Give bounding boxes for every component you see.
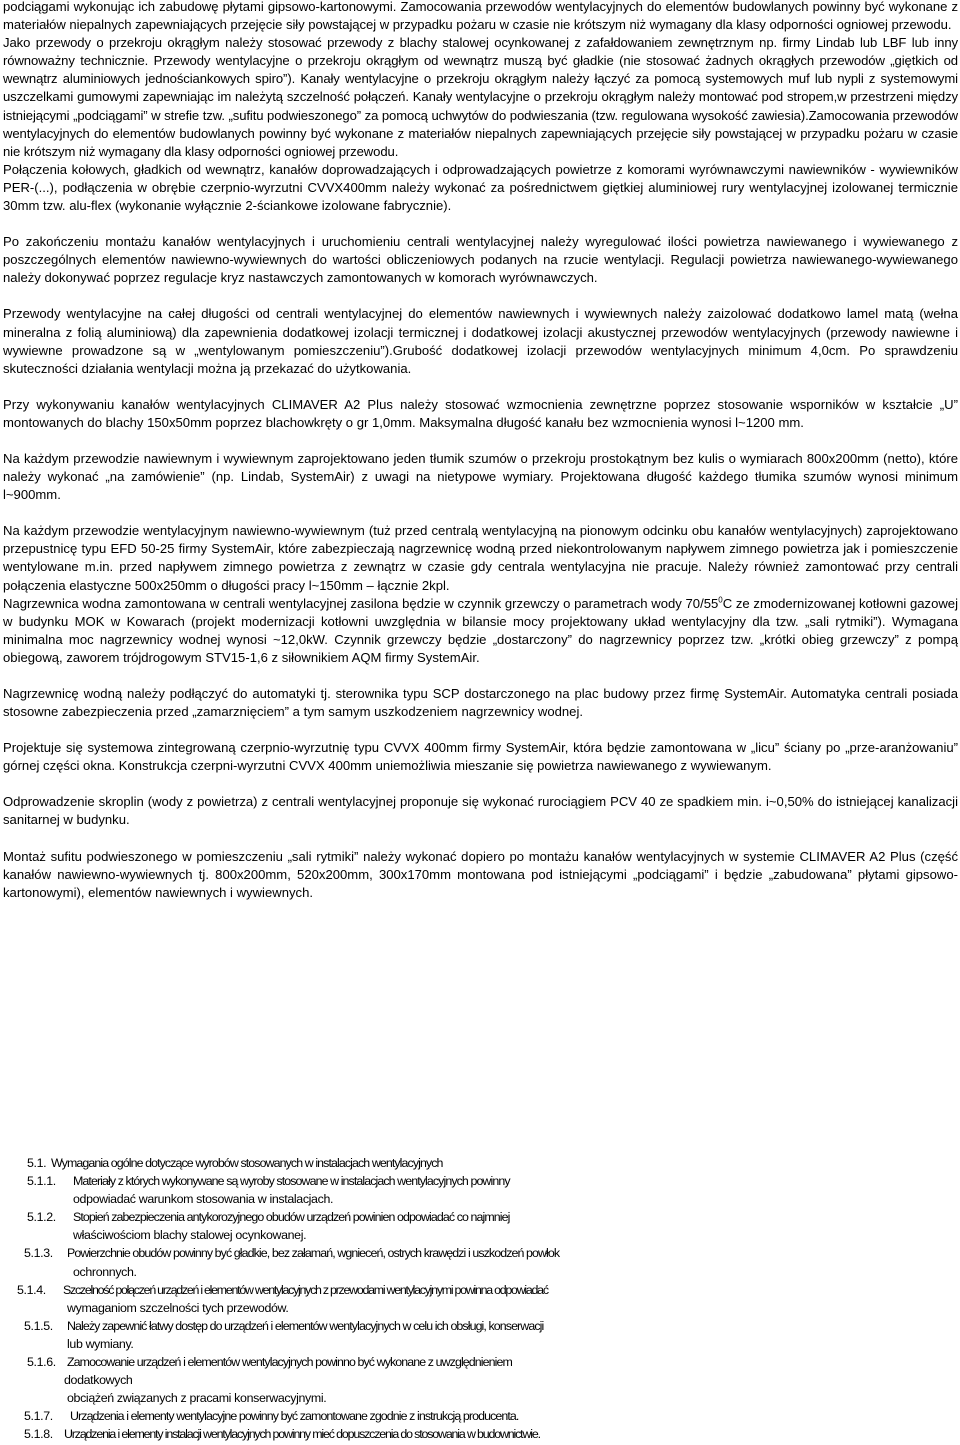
- item-number: 5.1.3.: [24, 1246, 53, 1261]
- item-text: Zamocowanie urządzeń i elementów wentylacyjnych powinno być wykonane z uwzględnieniem: [67, 1355, 512, 1370]
- item-text: Urządzenia i elementy instalacji wentylacyjnych powinny mieć dopuszczenia do stosowania w budownictwie.: [64, 1427, 540, 1442]
- list-item-continuation: [0, 1336, 955, 1354]
- list-item-continuation: [0, 1264, 955, 1282]
- paragraph: podciągami wykonując ich zabudowę płytami gipsowo-kartonowymi. Zamocowania przewodów wentylacyjnych do elementów budowlanych powinny być wykonane z materiałów niepalnych zapewniających przejęcie siły powstającej w przypadku pożaru w czasie nie krótszym niż wymagany dla klasy odporności ogniowej przewodu.: [3, 0, 958, 33]
- paragraph: Po zakończeniu montażu kanałów wentylacyjnych i uruchomieniu centrali wentylacyjnej należy wyregulować ilości powietrza nawiewanego i wywiewanego z poszczególnych elementów nawiewno-wywiewnych do wartości obliczeniowych podanych na rzucie wentylacji. Regulacji powietrza nawiewanego-wywiewanego należy dokonywać poprzez regulacje kryz nastawczych zamontowanych w komorach wyrównawczych.: [3, 234, 958, 286]
- item-text-continuation: wymaganiom szczelności tych przewodów.: [67, 1300, 289, 1315]
- item-number: 5.1.5.: [24, 1318, 53, 1333]
- list-item: [0, 1282, 955, 1300]
- list-item: [0, 1426, 955, 1444]
- list-item: [0, 1354, 955, 1372]
- list-item: [0, 1318, 955, 1336]
- paragraph: Projektuje się systemowa zintegrowaną czerpnio-wyrzutnię typu CVVX 400mm firmy SystemAir, która będzie zamontowana w „licu” ściany po „prze-aranżowaniu” górnej części okna. Konstrukcja czerpni-wyrzutni CVVX 400mm uniemożliwia mieszanie się powietrza nawiewanego z wywiewanym.: [3, 740, 958, 774]
- paragraph: Nagrzewnicę wodną należy podłączyć do automatyki tj. sterownika typu SCP dostarczonego na plac budowy przez firmę SystemAir. Automatyka centrali posiada stosowne zabezpieczenia przed „zamarznięciem” a tym samym uszkodzeniem nagrzewnicy wodnej.: [3, 686, 958, 720]
- item-text-continuation: lub wymiany.: [67, 1336, 134, 1351]
- list-item-continuation: [0, 1227, 955, 1245]
- item-text: Szczelność połączeń urządzeń i elementów wentylacyjnych z przewodami wentylacyjnymi powinna odpowiadać: [63, 1282, 548, 1297]
- item-text: Powierzchnie obudów powinny być gładkie, bez załamań, wgnieceń, ostrych krawędzi i uszkodzeń powłok: [67, 1246, 560, 1261]
- list-item-continuation: [0, 1372, 955, 1390]
- item-text-continuation: właściwościom blachy stalowej ocynkowanej.: [73, 1228, 307, 1243]
- item-number: 5.1.8.: [24, 1427, 53, 1442]
- item-number: 5.1.: [27, 1156, 47, 1170]
- list-item-continuation: [0, 1300, 955, 1318]
- list-item: [0, 1155, 955, 1173]
- list-item-continuation: [0, 1191, 955, 1209]
- item-text-continuation: obciążeń związanych z pracami konserwacyjnymi.: [67, 1391, 327, 1406]
- item-number: 5.1.7.: [24, 1409, 53, 1424]
- item-number: 5.1.4.: [17, 1282, 46, 1297]
- paragraph: Na każdym przewodzie nawiewnym i wywiewnym zaprojektowano jeden tłumik szumów o przekroju prostokątnym bez kulis o wymiarach 800x200mm (netto), które należy wykonać „na zamówienie” (np. Lindab, SystemAir) z uwagi na nietypowe wymiary. Projektowana długość każdego tłumika szumów wynosi minimum l~900mm.: [3, 450, 958, 503]
- requirements-list: [0, 1141, 955, 1442]
- item-text-continuation: dodatkowych: [64, 1373, 133, 1388]
- item-text: Stopień zabezpieczenia antykorozyjnego obudów urządzeń powinien odpowiadać co najmniej: [73, 1210, 510, 1225]
- item-text-continuation: ochronnych.: [73, 1264, 137, 1279]
- body-text: [3, 0, 958, 902]
- paragraph: Przy wykonywaniu kanałów wentylacyjnych CLIMAVER A2 Plus należy stosować wzmocnienia zewnętrzne poprzez stosowanie wsporników w kształcie „U” montowanych do blachy 150x50mm poprzez blachowkręty o gr 1,0mm. Maksymalna długość kanału bez wzmocnienia wynosi l~1200 mm.: [3, 396, 958, 430]
- paragraph: Montaż sufitu podwieszonego w pomieszczeniu „sali rytmiki” należy wykonać dopiero po montażu kanałów wentylacyjnych w systemie CLIMAVER A2 Plus (część kanałów nawiewno-wywiewnych tj. 800x200mm, 520x200mm, 300x170mm montowana pod istniejącymi „podciągami” i będzie „zabudowana” płytami gipsowo-kartonowymi), elementów nawiewnych i wywiewnych.: [3, 848, 958, 900]
- item-text-continuation: odpowiadać warunkom stosowania w instalacjach.: [73, 1192, 334, 1207]
- list-item-continuation: [0, 1390, 955, 1408]
- paragraph: [3, 595, 958, 667]
- item-number: 5.1.2.: [27, 1210, 56, 1225]
- list-item: [0, 1173, 955, 1191]
- paragraph: Połączenia kołowych, gładkich od wewnątrz, kanałów doprowadzających i odprowadzających powietrze z komorami wyrównawczymi nawiewników - wywiewników PER-(...), podłączenia w obrębie czerpnio-wyrzutni CVVX400mm należy wykonać za pośrednictwem giętkiej aluminiowej rury wentylacyjnej izolowanej termicznie 30mm tzw. alu-flex (wykonanie wyłącznie 2-ściankowe izolowane fabrycznie).: [3, 161, 958, 214]
- item-number: 5.1.1.: [27, 1174, 56, 1189]
- paragraph-part: Nagrzewnica wodna zamontowana w centrali wentylacyjnej zasilona będzie w czynnik grzewczy o parametrach wody 70/55: [3, 595, 719, 611]
- item-text: Urządzenia i elementy wentylacyjne powinny być zamontowane zgodnie z instrukcją producenta.: [70, 1409, 519, 1424]
- item-text: Materiały z których wykonywane są wyroby stosowane w instalacjach wentylacyjnych powinny: [73, 1174, 510, 1189]
- document-page: [3, 0, 958, 902]
- item-text: Wymagania ogólne dotyczące wyrobów stosowanych w instalacjach wentylacyjnych: [51, 1156, 443, 1170]
- list-item: [0, 1408, 955, 1426]
- paragraph: Na każdym przewodzie wentylacyjnym nawiewno-wywiewnym (tuż przed centralą wentylacyjną na pionowym odcinku obu kanałów wentylacyjnych) zaprojektowano przepustnicę typu EFD 50-25 firmy SystemAir, które zabezpieczają nagrzewnicę wodną przed niekontrolowanym napływem zimnego powietrza jak i pomieszczenie wentylowane m.in. przed napływem zimnego powietrza z zewnątrz w czasie gdy centrala wentylacyjna nie pracuje. Należy również zamontować przy centrali połączenia elastyczne 500x250mm o długości pracy l~150mm – łącznie 2kpl.: [3, 523, 958, 593]
- degree-superscript: 0: [718, 595, 723, 605]
- item-text: Należy zapewnić łatwy dostęp do urządzeń i elementów wentylacyjnych w celu ich obsługi, konserwacji: [67, 1318, 544, 1333]
- paragraph-part: C ze zmodernizowanej kotłowni gazowej w budynku MOK w Kowarach (projekt modernizacji kotłowni uwzględnia w bilansie mocy projektowany układ wentylacyjny dla tzw. „sali rytmiki”). Wymagana minimalna moc nagrzewnicy wodnej wynosi ~12,0kW. Czynnik grzewczy będzie „dostarczony” do nagrzewnicy poprzez tzw. „krótki obieg grzewczy” z pompą obiegową, zaworem trójdrogowym STV15-1,6 z siłownikiem AQM firmy SystemAir.: [3, 595, 958, 665]
- paragraph: Przewody wentylacyjne na całej długości od centrali wentylacyjnej do elementów nawiewnych i wywiewnych należy zaizolować dodatkowo lamel matą (wełna mineralna z folią aluminiową) dla zapewnienia dodatkowej izolacji termicznej i dodatkowej izolacji akustycznej przewodów wentylacyjnych (przewody nawiewne i wywiewne prowadzone są w „wentylowanym pomieszczeniu”).Grubość dodatkowej izolacji przewodów wentylacyjnych minimum 4,0cm. Po sprawdzeniu skuteczności działania wentylacji można ją przekazać do użytkowania.: [3, 306, 958, 376]
- list-item: [0, 1245, 955, 1263]
- paragraph: Jako przewody o przekroju okrągłym należy stosować przewody z blachy stalowej ocynkowanej z zafałdowaniem zewnętrznym np. firmy Lindab lub LBF lub inny równoważny technicznie. Przewody wentylacyjne o przekroju okrągłym od wewnątrz muszą być gładkie (nie stosować żadnych okrągłych przewodów „giętkich od wewnątrz aluminiowych jednościankowych spiro”). Kanały wentylacyjne o przekroju okrągłym należy łączyć za pomocą systemowych muf lub nypli z systemowymi uszczelkami gumowymi zapewniając im należytą szczelność połączeń. Kanały wentylacyjne o przekroju okrągłym należy montować pod stropem,w przestrzeni między istniejącymi „podciągami” w strefie tzw. „sufitu podwieszonego” za pomocą uchwytów do podwieszania (tzw. regulowana wysokość zawiesia).Zamocowania przewodów wentylacyjnych do elementów budowlanych powinny być wykonane z materiałów niepalnych zapewniających przejęcie siły powstającej w przypadku pożaru w czasie nie krótszym niż wymagany dla klasy odporności ogniowej przewodu.: [3, 35, 958, 159]
- paragraph: Odprowadzenie skroplin (wody z powietrza) z centrali wentylacyjnej proponuje się wykonać rurociągiem PCV 40 ze spadkiem min. i~0,50% do istniejącej kanalizacji sanitarnej w budynku.: [3, 794, 958, 828]
- item-number: 5.1.6.: [27, 1355, 56, 1370]
- list-item: [0, 1209, 955, 1227]
